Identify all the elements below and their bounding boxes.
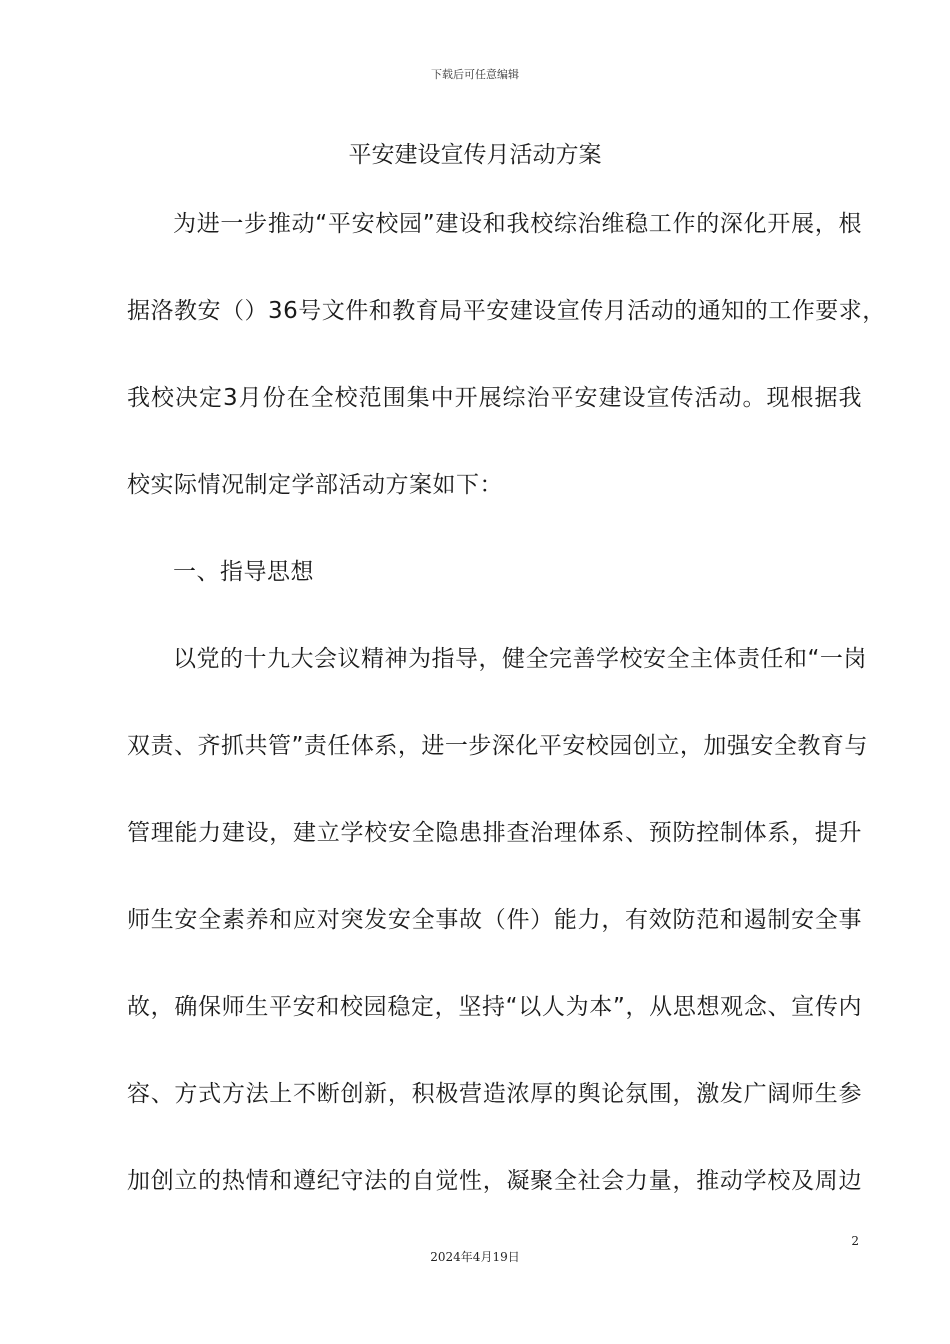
paragraph-line: 以党的十九大会议精神为指导，健全完善学校安全主体责任和“一岗 xyxy=(173,646,867,672)
paragraph-line: 双责、齐抓共管”责任体系，进一步深化平安校园创立，加强安全教育与 xyxy=(127,733,868,759)
paragraph-line: 管理能力建设，建立学校安全隐患排查治理体系、预防控制体系，提升 xyxy=(127,820,862,846)
header-note: 下载后可任意编辑 xyxy=(431,68,519,81)
document-title: 平安建设宣传月活动方案 xyxy=(348,142,602,168)
paragraph-line: 校实际情况制定学部活动方案如下： xyxy=(127,472,503,498)
footer-date: 2024年4月19日 xyxy=(430,1250,520,1264)
paragraph-line: 我校决定3月份在全校范围集中开展综治平安建设宣传活动。现根据我 xyxy=(127,385,862,411)
section-heading: 一、指导思想 xyxy=(173,559,314,585)
paragraph-line: 师生安全素养和应对突发安全事故（件）能力，有效防范和遏制安全事 xyxy=(127,907,862,933)
paragraph-line: 故，确保师生平安和校园稳定，坚持“以人为本”，从思想观念、宣传内 xyxy=(127,994,862,1020)
paragraph-line: 加创立的热情和遵纪守法的自觉性，凝聚全社会力量，推动学校及周边 xyxy=(127,1168,862,1194)
paragraph-line: 为进一步推动“平安校园”建设和我校综治维稳工作的深化开展，根 xyxy=(173,211,862,237)
page-number: 2 xyxy=(851,1234,859,1248)
document-body xyxy=(127,196,886,1240)
paragraph-line: 容、方式方法上不断创新，积极营造浓厚的舆论氛围，激发广阔师生参 xyxy=(127,1081,862,1107)
paragraph-line: 据洛教安（）36号文件和教育局平安建设宣传月活动的通知的工作要求， xyxy=(127,298,886,324)
